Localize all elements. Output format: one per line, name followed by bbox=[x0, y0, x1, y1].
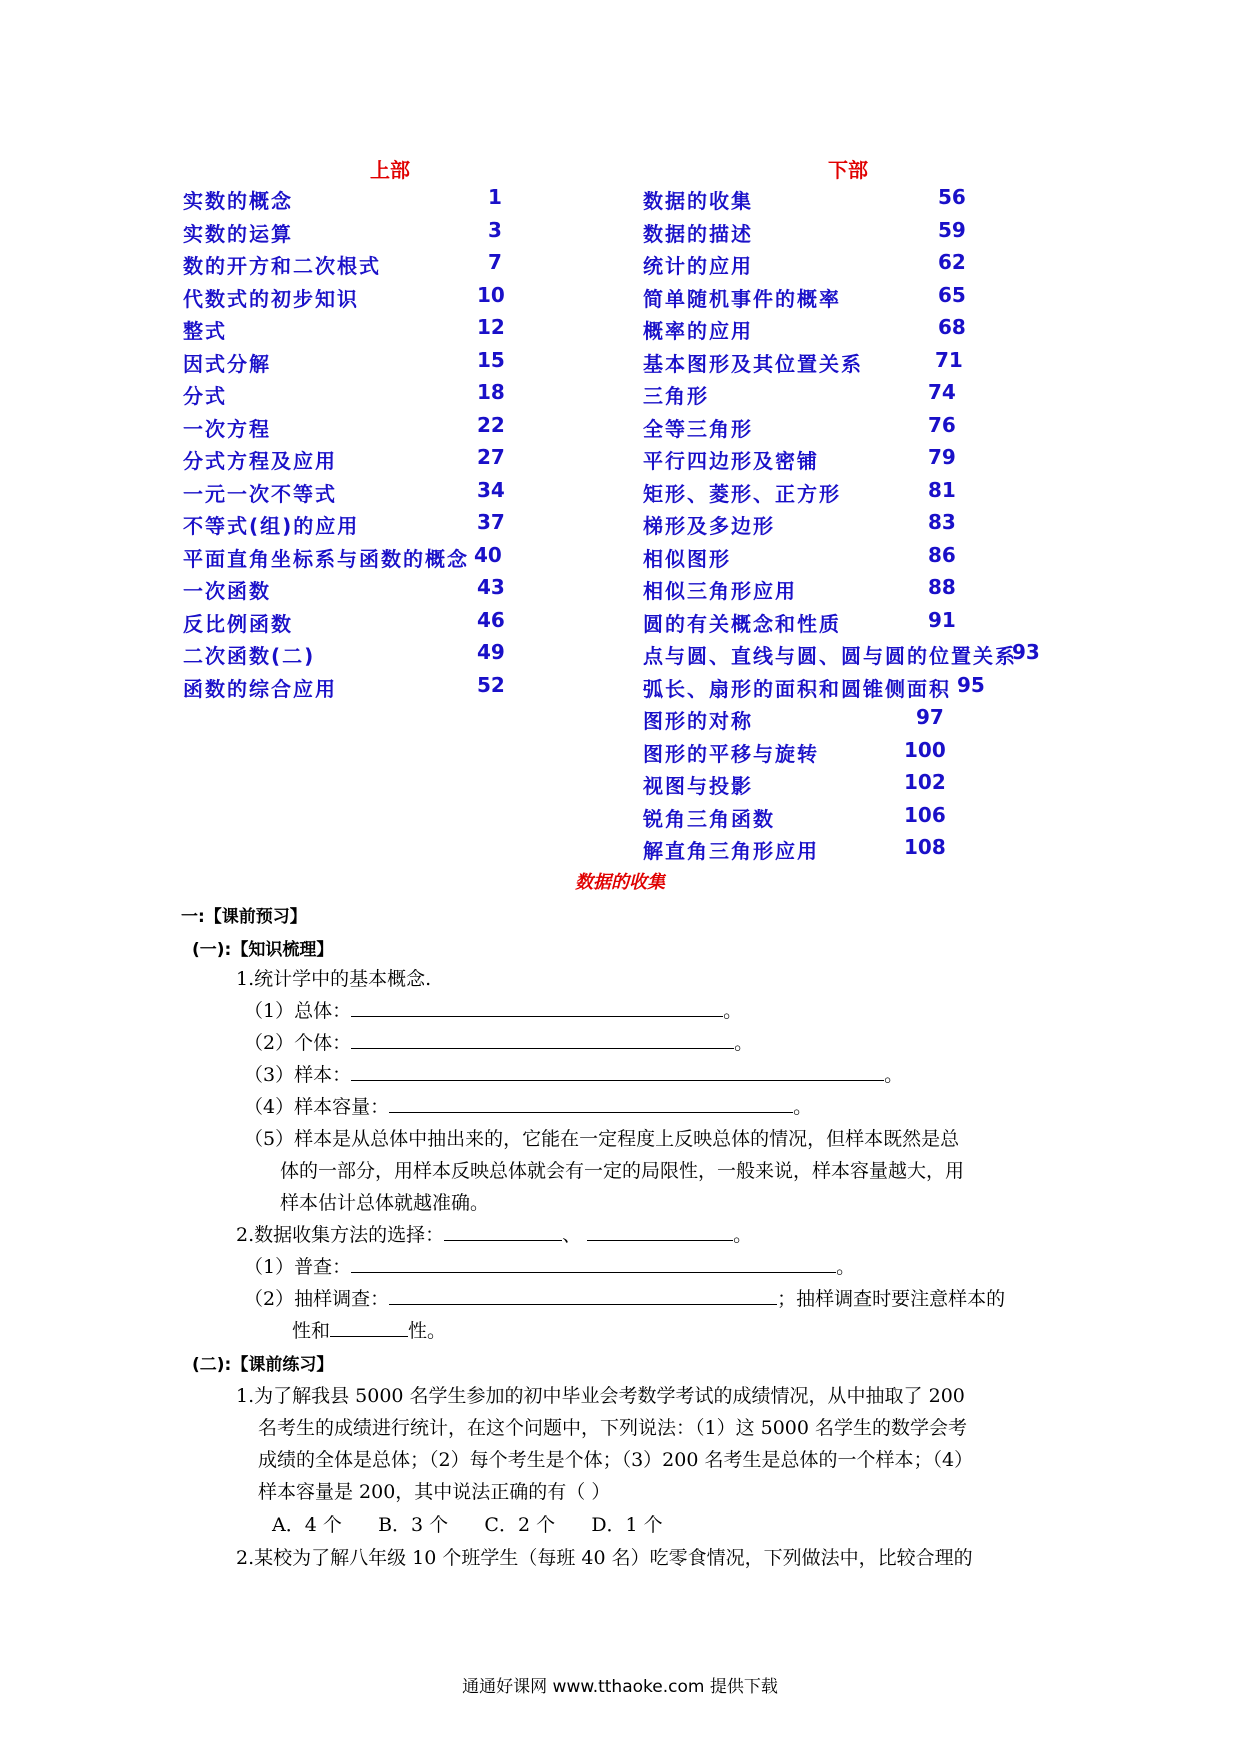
toc-entry-page: 95 bbox=[957, 673, 985, 697]
toc-entry-page: 106 bbox=[904, 803, 946, 827]
toc-entry-page: 68 bbox=[938, 315, 966, 339]
blank-line-item bbox=[244, 1252, 855, 1279]
toc-entry-title[interactable]: 平行四边形及密铺 bbox=[643, 449, 819, 473]
item-punct: 。 bbox=[734, 1032, 754, 1054]
toc-entry-page: 81 bbox=[928, 478, 956, 502]
toc-entry-page: 27 bbox=[477, 445, 505, 469]
toc-entry-page: 76 bbox=[928, 413, 956, 437]
toc-entry-title[interactable]: 不等式(组)的应用 bbox=[183, 514, 360, 538]
fill-blank[interactable] bbox=[351, 1062, 884, 1081]
toc-entry-title[interactable]: 简单随机事件的概率 bbox=[643, 287, 841, 311]
toc-entry-page: 1 bbox=[488, 185, 502, 209]
toc-entry-title[interactable]: 代数式的初步知识 bbox=[183, 287, 359, 311]
toc-entry-title[interactable]: 函数的综合应用 bbox=[183, 677, 337, 701]
blank-line-item bbox=[244, 1284, 1005, 1311]
toc-entry-title[interactable]: 统计的应用 bbox=[643, 254, 753, 278]
item-text: 性和 bbox=[292, 1320, 331, 1342]
knowledge-item: 1.统计学中的基本概念. bbox=[236, 968, 432, 990]
item-label: （1）总体： bbox=[244, 1000, 352, 1022]
toc-entry-page: 108 bbox=[904, 835, 946, 859]
toc-entry-page: 65 bbox=[938, 283, 966, 307]
toc-entry-page: 10 bbox=[477, 283, 505, 307]
section-heading: 一:【课前预习】 bbox=[181, 907, 307, 927]
toc-entry-page: 88 bbox=[928, 575, 956, 599]
item-label: 2.数据收集方法的选择： bbox=[236, 1224, 445, 1246]
toc-entry-title[interactable]: 三角形 bbox=[643, 384, 709, 408]
toc-entry-title[interactable]: 数据的描述 bbox=[643, 222, 753, 246]
subsection-heading: (一):【知识梳理】 bbox=[192, 940, 334, 960]
question-line: 样本容量是 200，其中说法正确的有（ ） bbox=[258, 1481, 611, 1503]
item-text: ；抽样调查时要注意样本的 bbox=[777, 1288, 1006, 1310]
question-line: 名考生的成绩进行统计，在这个问题中，下列说法：（1）这 5000 名学生的数学会考 bbox=[258, 1417, 968, 1439]
fill-blank[interactable] bbox=[351, 998, 723, 1017]
fill-blank[interactable] bbox=[351, 1254, 836, 1273]
page-footer: 通通好课网 www.tthaoke.com 提供下载 bbox=[462, 1677, 778, 1697]
item-punct: 。 bbox=[884, 1064, 904, 1086]
item-punct: 。 bbox=[723, 1000, 743, 1022]
item-label: （1）普查： bbox=[244, 1256, 352, 1278]
toc-entry-title[interactable]: 实数的概念 bbox=[183, 189, 293, 213]
toc-entry-page: 97 bbox=[916, 705, 944, 729]
toc-entry-title[interactable]: 图形的平移与旋转 bbox=[643, 742, 819, 766]
toc-entry-title[interactable]: 梯形及多边形 bbox=[643, 514, 775, 538]
blank-line-item bbox=[244, 1060, 903, 1087]
toc-entry-title[interactable]: 弧长、扇形的面积和圆锥侧面积 bbox=[643, 677, 951, 701]
toc-entry-title[interactable]: 分式方程及应用 bbox=[183, 449, 337, 473]
fill-blank[interactable] bbox=[587, 1222, 733, 1241]
toc-entry-page: 52 bbox=[477, 673, 505, 697]
text-line: （5）样本是从总体中抽出来的，它能在一定程度上反映总体的情况，但样本既然是总 bbox=[244, 1128, 960, 1150]
toc-entry-page: 102 bbox=[904, 770, 946, 794]
text-line: 样本估计总体就越准确。 bbox=[280, 1192, 490, 1214]
item-label: （3）样本： bbox=[244, 1064, 352, 1086]
toc-entry-title[interactable]: 全等三角形 bbox=[643, 417, 753, 441]
item-punct: 。 bbox=[836, 1256, 856, 1278]
blank-line-item bbox=[292, 1316, 446, 1343]
item-label: （2）抽样调查： bbox=[244, 1288, 390, 1310]
document-title: 数据的收集 bbox=[575, 872, 665, 893]
toc-entry-page: 56 bbox=[938, 185, 966, 209]
toc-entry-page: 43 bbox=[477, 575, 505, 599]
toc-entry-title[interactable]: 相似三角形应用 bbox=[643, 579, 797, 603]
question-line: 成绩的全体是总体；（2）每个考生是个体；（3）200 名考生是总体的一个样本；（4） bbox=[258, 1449, 974, 1471]
toc-entry-page: 49 bbox=[477, 640, 505, 664]
blank-line-item bbox=[244, 996, 742, 1023]
toc-entry-title[interactable]: 因式分解 bbox=[183, 352, 271, 376]
toc-entry-title[interactable]: 概率的应用 bbox=[643, 319, 753, 343]
toc-entry-title[interactable]: 基本图形及其位置关系 bbox=[643, 352, 863, 376]
toc-entry-title[interactable]: 一次函数 bbox=[183, 579, 271, 603]
toc-entry-page: 46 bbox=[477, 608, 505, 632]
toc-entry-page: 86 bbox=[928, 543, 956, 567]
toc-entry-page: 83 bbox=[928, 510, 956, 534]
fill-blank[interactable] bbox=[351, 1030, 734, 1049]
toc-entry-page: 91 bbox=[928, 608, 956, 632]
toc-entry-page: 18 bbox=[477, 380, 505, 404]
toc-entry-title[interactable]: 平面直角坐标系与函数的概念 bbox=[183, 547, 469, 571]
blank-line-item bbox=[244, 1092, 812, 1119]
toc-entry-title[interactable]: 图形的对称 bbox=[643, 709, 753, 733]
item-label: （2）个体： bbox=[244, 1032, 352, 1054]
toc-entry-page: 79 bbox=[928, 445, 956, 469]
fill-blank[interactable] bbox=[389, 1286, 777, 1305]
toc-entry-page: 40 bbox=[474, 543, 502, 567]
toc-entry-page: 74 bbox=[928, 380, 956, 404]
toc-entry-title[interactable]: 数的开方和二次根式 bbox=[183, 254, 381, 278]
fill-blank[interactable] bbox=[330, 1318, 408, 1337]
toc-entry-title[interactable]: 点与圆、直线与圆、圆与圆的位置关系 bbox=[643, 644, 1017, 668]
blank-line-item bbox=[244, 1028, 753, 1055]
toc-entry-page: 15 bbox=[477, 348, 505, 372]
toc-entry-title[interactable]: 分式 bbox=[183, 384, 227, 408]
toc-entry-page: 34 bbox=[477, 478, 505, 502]
subsection-heading: (二):【课前练习】 bbox=[192, 1355, 334, 1375]
toc-entry-title[interactable]: 数据的收集 bbox=[643, 189, 753, 213]
toc-entry-title[interactable]: 解直角三角形应用 bbox=[643, 839, 819, 863]
toc-entry-title[interactable]: 锐角三角函数 bbox=[643, 807, 775, 831]
toc-entry-page: 62 bbox=[938, 250, 966, 274]
item-label: （4）样本容量： bbox=[244, 1096, 390, 1118]
toc-entry-title[interactable]: 矩形、菱形、正方形 bbox=[643, 482, 841, 506]
toc-entry-page: 22 bbox=[477, 413, 505, 437]
toc-entry-title[interactable]: 一次方程 bbox=[183, 417, 271, 441]
toc-entry-page: 71 bbox=[935, 348, 963, 372]
toc-entry-title[interactable]: 相似图形 bbox=[643, 547, 731, 571]
fill-blank[interactable] bbox=[389, 1094, 793, 1113]
toc-entry-title[interactable]: 视图与投影 bbox=[643, 774, 753, 798]
question-line: 1.为了解我县 5000 名学生参加的初中毕业会考数学考试的成绩情况，从中抽取了 200 bbox=[236, 1385, 965, 1407]
item-punct: 。 bbox=[733, 1224, 753, 1246]
toc-entry-title[interactable]: 一元一次不等式 bbox=[183, 482, 337, 506]
item-punct: 。 bbox=[793, 1096, 813, 1118]
toc-entry-title[interactable]: 圆的有关概念和性质 bbox=[643, 612, 841, 636]
toc-entry-page: 3 bbox=[488, 218, 502, 242]
fill-blank[interactable] bbox=[444, 1222, 562, 1241]
toc-entry-page: 100 bbox=[904, 738, 946, 762]
text-line: 体的一部分，用样本反映总体就会有一定的局限性，一般来说，样本容量越大，用 bbox=[280, 1160, 965, 1182]
toc-entry-page: 7 bbox=[488, 250, 502, 274]
toc-entry-title[interactable]: 整式 bbox=[183, 319, 227, 343]
toc-entry-page: 59 bbox=[938, 218, 966, 242]
knowledge-item bbox=[236, 1220, 752, 1247]
toc-entry-title[interactable]: 反比例函数 bbox=[183, 612, 293, 636]
toc-entry-page: 12 bbox=[477, 315, 505, 339]
toc-entry-page: 37 bbox=[477, 510, 505, 534]
item-punct: 、 bbox=[562, 1224, 582, 1246]
item-text: 性。 bbox=[408, 1320, 447, 1342]
toc-entry-title[interactable]: 二次函数(二) bbox=[183, 644, 316, 668]
toc-entry-page: 93 bbox=[1012, 640, 1040, 664]
question-options: A．4 个 B．3 个 C．2 个 D．1 个 bbox=[272, 1514, 663, 1536]
toc-entry-title[interactable]: 实数的运算 bbox=[183, 222, 293, 246]
question-line: 2.某校为了解八年级 10 个班学生（每班 40 名）吃零食情况，下列做法中，比较合理的 bbox=[236, 1547, 973, 1569]
toc-right-heading: 下部 bbox=[828, 158, 868, 182]
toc-left-heading: 上部 bbox=[370, 158, 410, 182]
